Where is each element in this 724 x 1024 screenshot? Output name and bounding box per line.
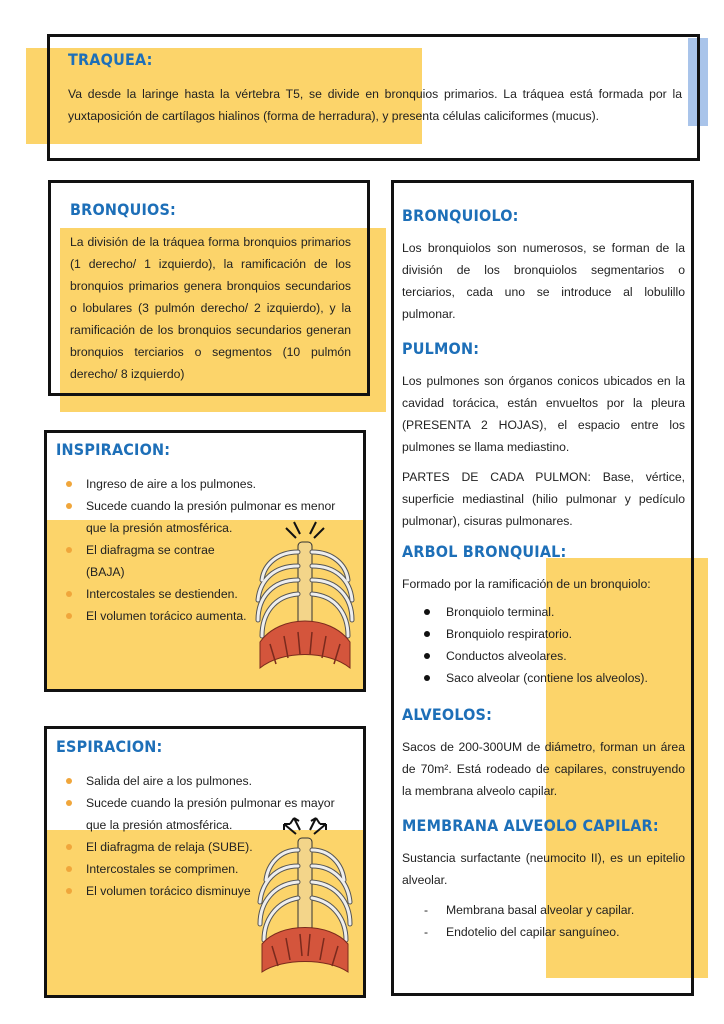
arbol-title: ARBOL BRONQUIAL: (402, 542, 567, 561)
list-item: - Endotelio del capilar sanguíneo. (402, 921, 685, 943)
espiracion-title: ESPIRACION: (56, 737, 163, 756)
list-item: Salida del aire a los pulmones. (56, 770, 358, 792)
list-item: Saco alveolar (contiene los alveolos). (402, 667, 685, 689)
list-item: Bronquiolo respiratorio. (402, 623, 685, 645)
ribcage-expiration-icon (250, 814, 360, 984)
membrana-list (402, 899, 685, 943)
bronquiolo-text: Los bronquiolos son numerosos, se forman de la división de los bronquiolos segmentarios o terciarios, cada uno se introduce al lobulillo pulmonar. (402, 241, 685, 321)
list-item: El diafragma se contrae (BAJA) (56, 539, 256, 583)
bronquios-section (70, 200, 351, 385)
traquea-title: TRAQUEA: (68, 50, 153, 69)
list-item: Conductos alveolares. (402, 645, 685, 667)
list-item: - Membrana basal alveolar y capilar. (402, 899, 685, 921)
pulmon-partes-text: PARTES DE CADA PULMON: Base, vértice, superficie mediastinal (hilio pulmonar y pedículo pulmonar), cisuras pulmonares. (402, 470, 685, 528)
bronquios-text: La división de la tráquea forma bronquios primarios (1 derecho/ 1 izquierdo), la ramificación de los bronquios primarios genera bronquios secundarios o lobulares (3 pulmón derecho/ 2 izquierdo), y la ramificación de los bronquios secundarios generan bronquios terciarios o segmentos (10 pulmón derecho/ 8 izquierdo) (70, 235, 351, 381)
bronquios-title: BRONQUIOS: (70, 200, 176, 219)
list-item: Sucede cuando la presión pulmonar es mayor que la presión atmosférica. (56, 792, 358, 836)
alveolos-title: ALVEOLOS: (402, 705, 493, 724)
list-item: Intercostales se comprimen. (56, 858, 266, 880)
traquea-text: Va desde la laringe hasta la vértebra T5, se divide en bronquios primarios. La tráquea está formada por la yuxtaposición de cartílagos hialinos (forma de herradura), y presenta células caliciformes (mucus). (68, 87, 682, 123)
inspiracion-title: INSPIRACION: (56, 440, 171, 459)
bronquiolo-title: BRONQUIOLO: (402, 206, 519, 225)
right-column-content (402, 206, 685, 943)
alveolos-text: Sacos de 200-300UM de diámetro, forman un área de 70m². Está rodeado de capilares, construyendo la membrana alveolo capilar. (402, 740, 685, 798)
pulmon-text: Los pulmones son órganos conicos ubicados en la cavidad torácica, están envueltos por la pleura (PRESENTA 2 HOJAS), el espacio entre los pulmones se llama mediastino. (402, 374, 685, 454)
list-item: Intercostales se destienden. (56, 583, 256, 605)
list-item: Bronquiolo terminal. (402, 601, 685, 623)
list-item: Ingreso de aire a los pulmones. (56, 473, 358, 495)
list-item: El volumen torácico disminuye (56, 880, 266, 902)
membrana-title: MEMBRANA ALVEOLO CAPILAR: (402, 816, 659, 835)
list-item: El diafragma de relaja (SUBE). (56, 836, 266, 858)
list-item: Sucede cuando la presión pulmonar es menor que la presión atmosférica. (56, 495, 358, 539)
list-item: El volumen torácico aumenta. (56, 605, 256, 627)
ribcage-inspiration-icon (250, 518, 360, 680)
membrana-intro: Sustancia surfactante (neumocito II), es un epitelio alveolar. (402, 851, 685, 887)
arbol-list (402, 601, 685, 689)
traquea-section (68, 50, 682, 127)
arbol-intro: Formado por la ramificación de un bronquiolo: (402, 577, 651, 591)
pulmon-title: PULMON: (402, 339, 480, 358)
